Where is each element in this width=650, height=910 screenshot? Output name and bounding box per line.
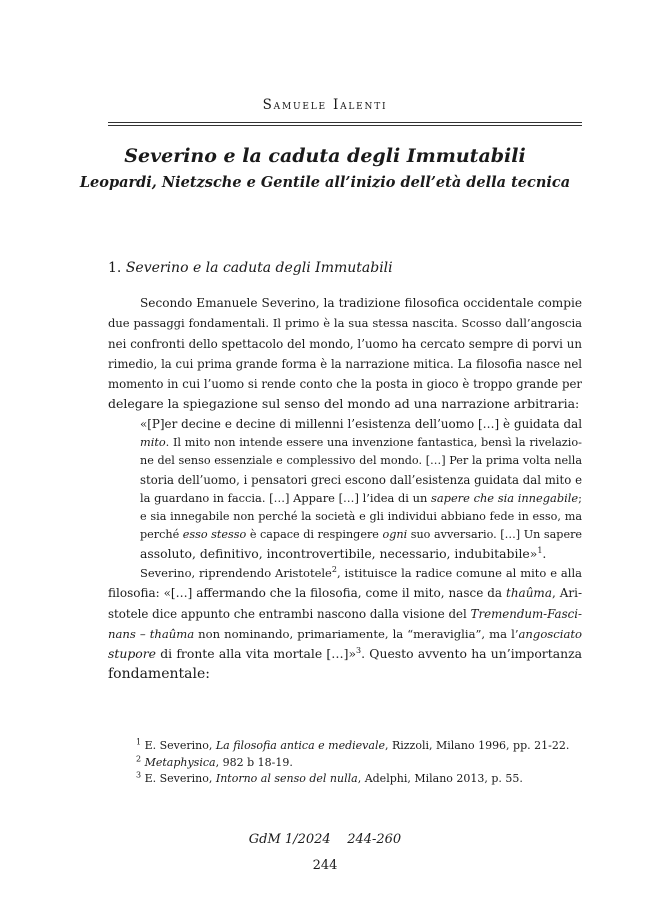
quote-text: perché [140,528,183,541]
quote-text: ; [578,491,582,505]
text-line: delegare la spiegazione sul senso del mondo ad una narrazione arbitraria: [108,396,580,412]
header-rule-top [108,122,582,123]
quote-text: . [542,545,547,561]
quote-line [140,434,582,453]
article-subtitle: Leopardi, Nietzsche e Gentile all’inizio dell’età della tecnica [79,174,571,191]
journal-pages: 244-260 [347,832,402,847]
journal-name: GdM 1/2024 [248,832,331,847]
footnote-ref: 3 [356,646,362,656]
footnote-ref: 2 [331,565,337,575]
quote-text: suo avversario. […] Un sapere [407,528,583,541]
body-text: Severino, riprendendo Aristotele [140,566,332,580]
quote-line: storia dell’uomo, i pensatori greci escono dall’esistenza guidata dal mito e [140,472,582,487]
running-head: Samuele Ialenti [262,97,388,113]
section-title: Severino e la caduta degli Immutabili [125,260,393,276]
body-text: . Questo avvento ha un’importanza [361,646,582,662]
text-line [108,583,582,603]
paragraph-2 [108,563,582,685]
emphasis: Tremendum-Fasci- [470,606,582,621]
quote-text: assoluto, definitivo, incontrovertibile, necessario, indubitabile» [140,545,538,561]
footnote-text: , 982 b 18-19. [215,755,293,769]
body-text: , istituisce la radice comune al mito e alla [336,566,582,580]
section-number: 1. [108,260,122,276]
emphasis: angosciato [518,626,582,641]
header-rule-bottom [108,125,582,126]
footnote-title: La filosofia antica e medievale [215,739,385,752]
emphasis: sapere che sia innegabile [431,491,579,505]
footnotes [136,738,569,788]
text-line: rimedio, la cui prima grande forma è la narrazione mitica. La filosofia nasce nel [108,356,582,371]
emphasis: nans – thaûma [108,626,195,641]
body-text: filosofia: «[…] affermando che la filosofia, come il mito, nasce da [108,586,506,601]
text-line: fondamentale: [108,666,210,683]
paragraph-1 [108,293,582,415]
body-text: stotele dice appunto che entrambi nascono dalla visione del [108,606,471,621]
article-title: Severino e la caduta degli Immutabili [124,145,526,167]
footnote-number: 2 [136,753,142,763]
section-heading [108,260,393,276]
footnote-number: 3 [136,770,142,780]
quote-line: «[P]er decine e decine di millenni l’esistenza dell’uomo […] è guidata dal [140,417,582,431]
footnote-text: , Rizzoli, Milano 1996, pp. 21-22. [384,739,570,752]
text-line: Secondo Emanuele Severino, la tradizione filosofica occidentale compie [140,296,582,310]
text-line [108,604,582,624]
quote-text: la guardano in faccia. […] Appare […] l’idea di un [140,491,432,505]
page-number: 244 [312,858,338,873]
text-line [108,563,582,583]
text-line [108,644,582,664]
quote-text: è capace di respingere [246,528,383,541]
quote-line [140,489,582,508]
footnote-2 [136,755,569,772]
footnote-ref: 1 [537,545,543,555]
footnote-3 [136,771,569,788]
text-line [108,624,582,644]
journal-reference [0,832,650,847]
text-line: momento in cui l’uomo si rende conto che la posta in gioco è troppo grande per [108,377,582,392]
footnote-title: Intorno al senso del nulla [215,772,358,785]
footnote-text: E. Severino, [141,772,216,785]
emphasis: stupore [108,646,156,662]
body-text: , Ari- [551,586,582,601]
body-text: non nominando, primariamente, la “meraviglia”, ma l’ [194,626,519,641]
emphasis: ogni [382,528,408,541]
footnote-text: E. Severino, [141,739,216,752]
text-line: due passaggi fondamentali. Il primo è la sua stessa nascita. Scosso dall’angoscia [108,316,582,331]
quote-line [140,545,582,564]
footnote-text: , Adelphi, Milano 2013, p. 55. [357,772,523,785]
footnote-title: Metaphysica [144,755,216,769]
quote-line: ne del senso essenziale e complessivo del mondo. […] Per la prima volta nella [140,454,582,467]
emphasis: esso stesso [182,528,247,541]
quote-line [140,526,582,545]
emphasis: mito [140,435,166,449]
quote-line: e sia innegabile non perché la società e gli individui abbiano fede in esso, ma [140,509,582,523]
text-line: nei confronti dello spettacolo del mondo, l’uomo ha cercato sempre di porvi un [108,336,582,351]
body-text: di fronte alla vita mortale […]» [155,646,357,662]
block-quote [140,415,582,563]
footnote-1 [136,738,569,755]
footnote-number: 1 [136,737,142,747]
emphasis: thaûma [506,586,552,601]
quote-text: . Il mito non intende essere una invenzione fantastica, bensì la rivelazio- [165,435,582,449]
